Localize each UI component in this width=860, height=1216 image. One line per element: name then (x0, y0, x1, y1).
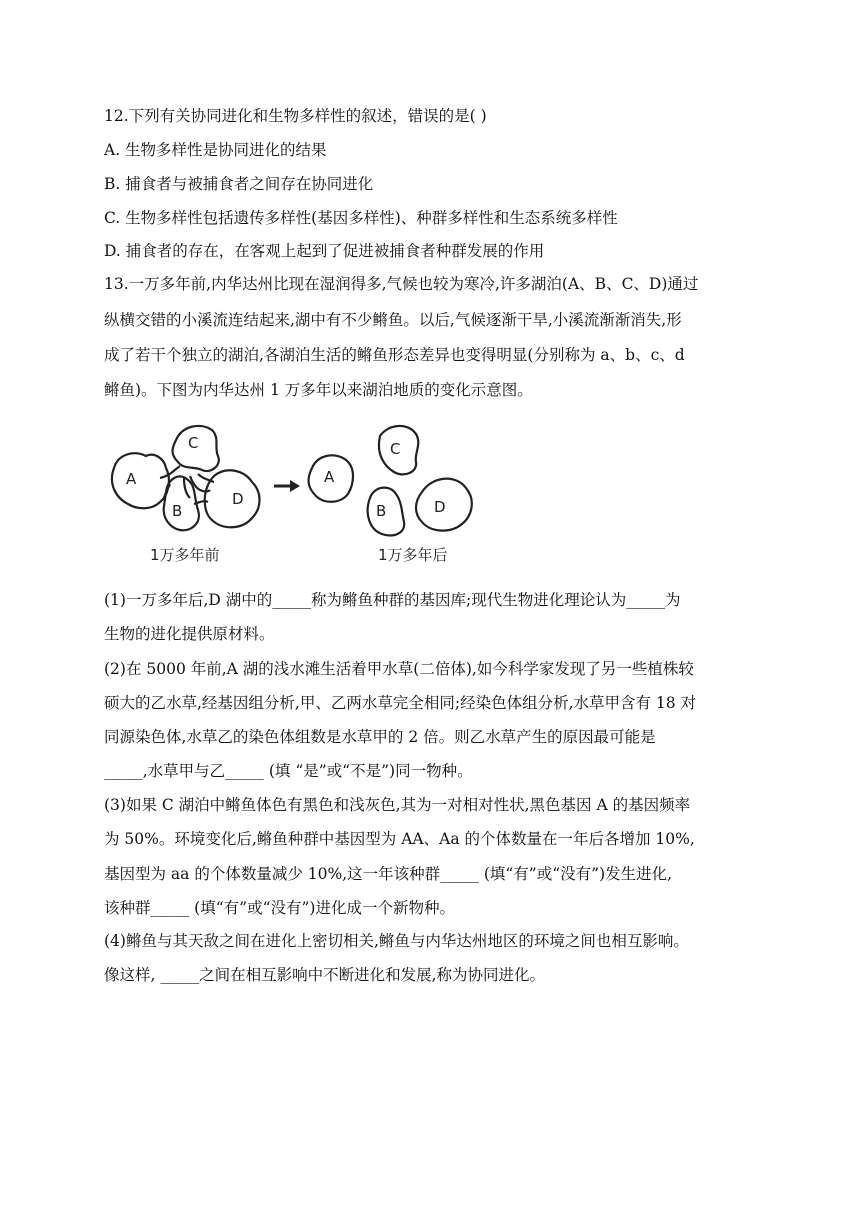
arrow-right-icon (274, 480, 300, 492)
q13-sub-line-6: _____,水草甲与乙_____ (填 “是”或“不是”)同一物种。 (104, 762, 473, 780)
q13-stem-line-3: 成了若干个独立的湖泊,各湖泊生活的鳉鱼形态差异也变得明显(分别称为 a、b、c、d (104, 346, 685, 364)
lake-c-before-label: C (188, 434, 199, 452)
lake-c-after-label: C (390, 440, 401, 458)
q12-option-b: B. 捕食者与被捕食者之间存在协同进化 (104, 175, 374, 193)
q13-sub-line-9: 基因型为 aa 的个体数量减少 10%,这一年该种群_____ (填“有”或“没有”)发生进化, (104, 865, 673, 883)
q13-sub-line-11: (4)鳉鱼与其天敌之间在进化上密切相关,鳉鱼与内华达州地区的环境之间也相互影响。 (104, 932, 689, 950)
q13-sub-line-10: 该种群_____ (填“有”或“没有”)进化成一个新物种。 (104, 899, 455, 917)
q13-stem-line-1: 13.一万多年前,内华达州比现在湿润得多,气候也较为寒冷,许多湖泊(A、B、C、D)通过 (104, 275, 699, 293)
lake-d-after-label: D (434, 498, 446, 516)
q13-sub-line-1: (1)一万多年后,D 湖中的_____称为鳉鱼种群的基因库;现代生物进化理论认为_____为 (104, 591, 681, 609)
caption-before: 1万多年前 (150, 546, 220, 564)
lake-b-before-label: B (172, 502, 183, 520)
q13-sub-line-3: (2)在 5000 年前,A 湖的浅水滩生活着甲水草(二倍体),如今科学家发现了另一些植株较 (104, 660, 694, 678)
q13-sub-line-7: (3)如果 C 湖泊中鳉鱼体色有黑色和浅灰色,其为一对相对性状,黑色基因 A 的基因频率 (104, 796, 691, 814)
q13-sub-line-8: 为 50%。环境变化后,鳉鱼种群中基因型为 AA、Aa 的个体数量在一年后各增加 10%, (104, 830, 695, 848)
lake-a-before (112, 453, 169, 508)
lake-change-figure (104, 418, 484, 578)
lake-a-before-label: A (126, 470, 137, 488)
q12-stem: 12.下列有关协同进化和生物多样性的叙述，错误的是( ) (104, 107, 487, 125)
q12-option-c: C. 生物多样性包括遗传多样性(基因多样性)、种群多样性和生态系统多样性 (104, 209, 618, 227)
lake-a-after-label: A (324, 468, 335, 486)
lake-diagram (104, 418, 484, 578)
q13-stem-line-2: 纵横交错的小溪流连结起来,湖中有不少鳉鱼。以后,气候逐渐干旱,小溪流渐渐消失,形 (104, 311, 682, 329)
lake-b-after-label: B (376, 502, 387, 520)
q13-sub-line-12: 像这样, _____之间在相互影响中不断进化和发展,称为协同进化。 (104, 966, 546, 984)
lake-d-before-label: D (232, 490, 244, 508)
q13-stem-line-4: 鳉鱼)。下图为内华达州 1 万多年以来湖泊地质的变化示意图。 (104, 381, 533, 399)
q12-option-a: A. 生物多样性是协同进化的结果 (104, 141, 327, 159)
q12-option-d: D. 捕食者的存在，在客观上起到了促进被捕食者种群发展的作用 (104, 242, 545, 260)
q13-sub-line-4: 硕大的乙水草,经基因组分析,甲、乙两水草完全相同;经染色体组分析,水草甲含有 18 对 (104, 694, 697, 712)
caption-after: 1万多年后 (378, 546, 448, 564)
q13-sub-line-2: 生物的进化提供原材料。 (104, 625, 275, 643)
q13-sub-line-5: 同源染色体,水草乙的染色体组数是水草甲的 2 倍。则乙水草产生的原因最可能是 (104, 728, 656, 746)
